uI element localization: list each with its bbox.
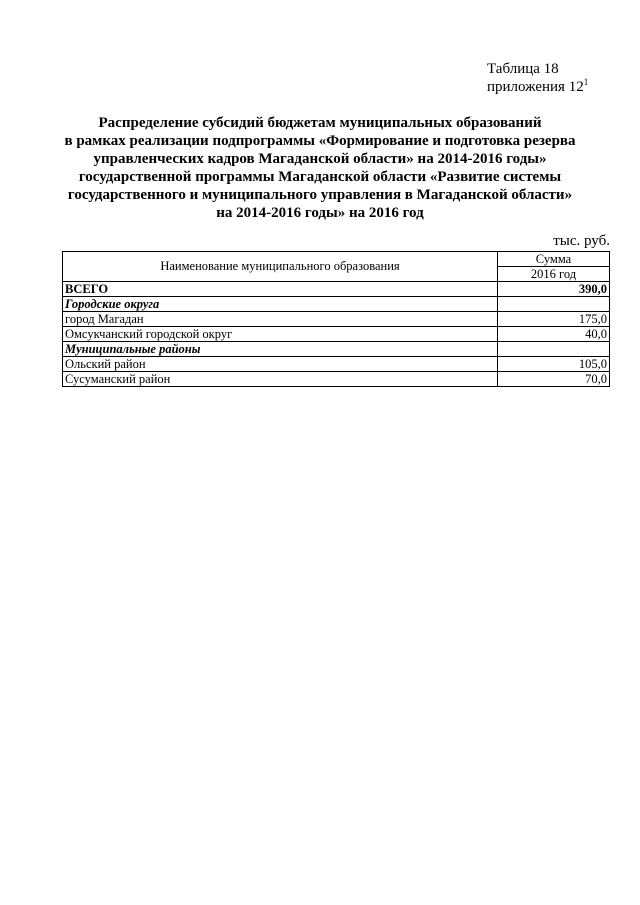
municipality-name-cell: Ольский район [63,357,498,372]
group-value-cell [498,342,610,357]
table-number: Таблица 18 [487,61,559,77]
group-label-cell: Городские округа [63,297,498,312]
table-row [63,312,610,327]
total-value-cell: 390,0 [498,282,610,297]
table-row [63,357,610,372]
appendix-superscript: 1 [583,77,589,87]
appendix-text: приложения 12 [487,79,584,95]
municipality-name-cell: Сусуманский район [63,372,498,387]
group-row [63,342,610,357]
title-line: управленческих кадров Магаданской области» на 2014-2016 годы» [93,151,547,167]
total-row [63,282,610,297]
title-line: государственного и муниципального управления в Магаданской области» [67,187,573,203]
total-label-cell: ВСЕГО [63,282,498,297]
group-row [63,297,610,312]
group-value-cell [498,297,610,312]
amount-cell: 70,0 [498,372,610,387]
header-name-cell: Наименование муниципального образования [63,252,498,282]
municipality-name-cell: город Магадан [63,312,498,327]
header-row [63,252,610,267]
appendix-reference [487,78,588,96]
subsidy-table [62,251,610,387]
units-label: тыс. руб. [553,233,610,249]
header-sum-cell: Сумма [498,252,610,267]
table-reference [487,60,588,96]
group-label-cell: Муниципальные районы [63,342,498,357]
table-row [63,372,610,387]
title-line: в рамках реализации подпрограммы «Формирование и подготовка резерва [64,133,576,149]
header-year-cell: 2016 год [498,267,610,282]
amount-cell: 175,0 [498,312,610,327]
title-line: на 2014-2016 годы» на 2016 год [216,205,424,221]
title-line: Распределение субсидий бюджетам муниципальных образований [98,115,542,131]
document-title [30,114,610,222]
municipality-name-cell: Омсукчанский городской округ [63,327,498,342]
amount-cell: 105,0 [498,357,610,372]
amount-cell: 40,0 [498,327,610,342]
table-row [63,327,610,342]
title-line: государственной программы Магаданской области «Развитие системы [78,169,562,185]
